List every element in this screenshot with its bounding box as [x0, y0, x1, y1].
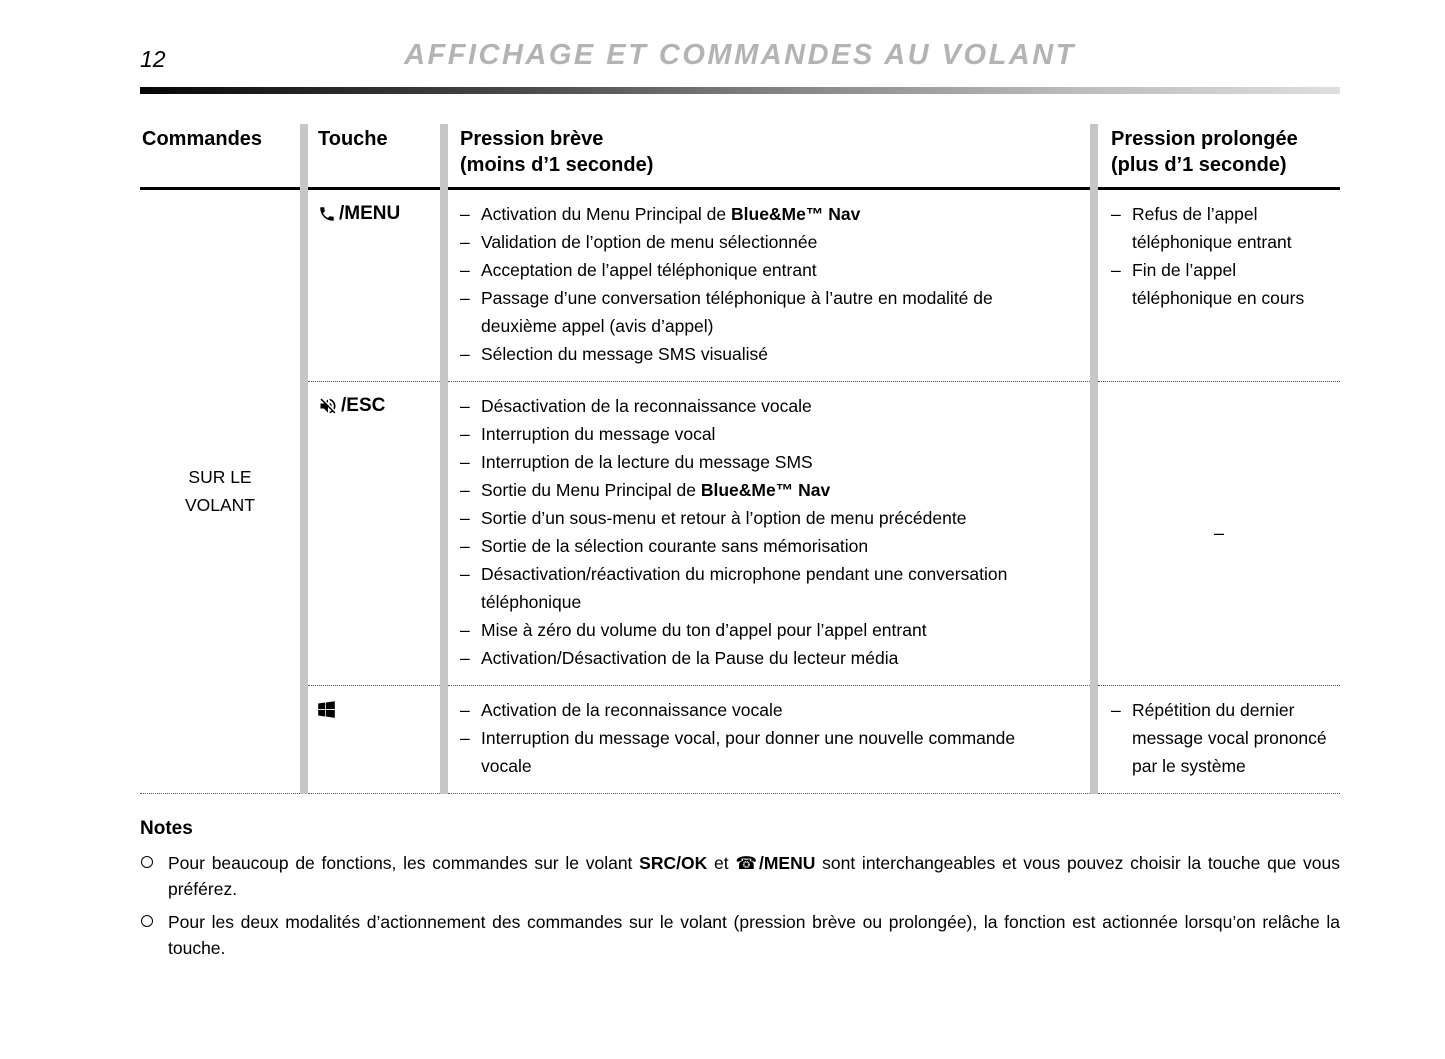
list-item: – Interruption de la lecture du message SMS — [460, 448, 1064, 476]
touche-cell-menu — [308, 190, 440, 382]
controls-table — [140, 124, 1340, 794]
header-rule — [140, 87, 1340, 94]
list-item: – Désactivation de la reconnaissance vocale — [460, 392, 1064, 420]
list-item: – Sortie d’un sous-menu et retour à l’option de menu précédente — [460, 504, 1064, 532]
long-press-list-3 — [1098, 686, 1340, 794]
menu-key — [318, 200, 436, 228]
commandes-cell — [140, 190, 300, 794]
windows-logo-icon — [318, 700, 335, 719]
list-item: – Désactivation/réactivation du microphone pendant une conversation téléphonique — [460, 560, 1064, 616]
long-press-list-1 — [1098, 190, 1340, 382]
header-pression-prolongee-title: Pression prolongée — [1111, 127, 1298, 150]
list-item: – Mise à zéro du volume du ton d’appel pour l’appel entrant — [460, 616, 1064, 644]
long-press-dash — [1098, 382, 1340, 686]
page-number: 12 — [140, 45, 166, 72]
header-pression-prolongee — [1098, 124, 1340, 190]
list-item: – Sortie de la sélection courante sans mémorisation — [460, 532, 1064, 560]
list-item: – Sélection du message SMS visualisé — [460, 340, 1064, 368]
short-press-list-2 — [448, 382, 1090, 686]
notes-heading: Notes — [140, 817, 193, 839]
column-divider — [440, 124, 448, 794]
column-divider — [1090, 124, 1098, 794]
notes-section — [140, 818, 1340, 961]
list-item: – Activation de la reconnaissance vocale — [460, 696, 1064, 724]
list-item: – Interruption du message vocal — [460, 420, 1064, 448]
esc-key — [318, 392, 436, 420]
list-item: – Validation de l’option de menu sélectionnée — [460, 228, 1064, 256]
commandes-label-line1: SUR LE — [188, 467, 252, 488]
short-press-list-1 — [448, 190, 1090, 382]
list-item: – Interruption du message vocal, pour donner une nouvelle commande vocale — [460, 724, 1064, 780]
list-item: Pour beaucoup de fonctions, les commandes sur le volant SRC/OK et ☎/MENU sont interchangeables et vous pouvez choisir la touche que vous préférez. — [140, 850, 1340, 902]
header-touche: Touche — [308, 124, 440, 190]
list-item: – Répétition du dernier message vocal prononcé par le système — [1111, 696, 1332, 780]
header-pression-prolongee-sub: (plus d’1 seconde) — [1111, 153, 1287, 176]
list-item: – Passage d’une conversation téléphonique à l’autre en modalité de deuxième appel (avis d’appel) — [460, 284, 1064, 340]
list-item: – Sortie du Menu Principal de Blue&Me™ Nav — [460, 476, 1064, 504]
list-item: – Activation du Menu Principal de Blue&Me™ Nav — [460, 200, 1064, 228]
header-pression-breve-title: Pression brève — [460, 127, 604, 150]
menu-key-label: /MENU — [339, 202, 401, 224]
column-divider — [300, 124, 308, 794]
touche-cell-voice — [308, 686, 440, 794]
commandes-label-line2: VOLANT — [184, 495, 256, 516]
voice-key — [318, 696, 436, 724]
list-item: – Acceptation de l’appel téléphonique entrant — [460, 256, 1064, 284]
list-item: – Activation/Désactivation de la Pause du lecteur média — [460, 644, 1064, 672]
manual-page — [140, 40, 1340, 961]
header-commandes: Commandes — [140, 124, 300, 190]
dash-placeholder: – — [1213, 523, 1224, 544]
page-header — [140, 40, 1340, 72]
short-press-list-3 — [448, 686, 1090, 794]
phone-handset-icon — [318, 205, 336, 223]
page-title: AFFICHAGE ET COMMANDES AU VOLANT — [404, 39, 1076, 71]
header-pression-breve — [448, 124, 1090, 190]
notes-list — [140, 850, 1340, 961]
touche-cell-esc — [308, 382, 440, 686]
header-pression-breve-sub: (moins d’1 seconde) — [460, 153, 654, 176]
mute-icon — [318, 396, 338, 416]
list-item: – Fin de l’appel téléphonique en cours — [1111, 256, 1332, 312]
list-item: Pour les deux modalités d’actionnement des commandes sur le volant (pression brève ou prolongée), la fonction est actionnée lorsqu’on relâche la touche. — [140, 909, 1340, 961]
list-item: – Refus de l’appel téléphonique entrant — [1111, 200, 1332, 256]
esc-key-label: /ESC — [341, 394, 386, 416]
